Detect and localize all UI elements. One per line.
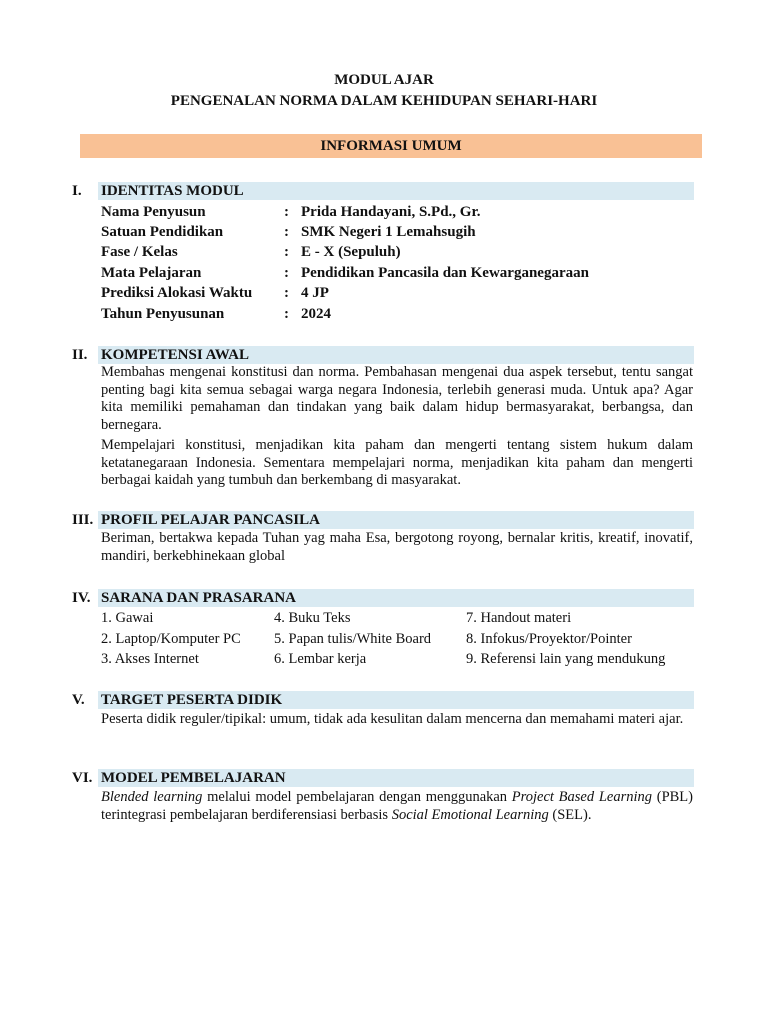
identity-label: Fase / Kelas	[101, 244, 178, 260]
section-number: IV.	[72, 590, 91, 606]
module-title: MODUL AJAR	[334, 72, 434, 88]
model-text: (SEL).	[548, 806, 592, 823]
sarana-item: 8. Infokus/Proyektor/Pointer	[466, 631, 632, 647]
sarana-item: 2. Laptop/Komputer PC	[101, 631, 241, 647]
module-subtitle: PENGENALAN NORMA DALAM KEHIDUPAN SEHARI-HARI	[170, 93, 598, 109]
section-profil-heading	[72, 511, 694, 529]
identity-value: 4 JP	[301, 285, 329, 301]
section-title: IDENTITAS MODUL	[101, 183, 244, 199]
target-paragraph: Peserta didik reguler/tipikal: umum, tidak ada kesulitan dalam mencerna dan memahami materi ajar.	[101, 711, 684, 727]
identity-value: E - X (Sepuluh)	[301, 244, 401, 260]
sarana-item: 9. Referensi lain yang mendukung	[466, 651, 666, 667]
section-number: III.	[72, 512, 94, 528]
sarana-item: 5. Papan tulis/White Board	[274, 631, 432, 647]
identity-value: SMK Negeri 1 Lemahsugih	[301, 224, 476, 240]
sarana-item: 7. Handout materi	[466, 610, 572, 626]
identity-label: Prediksi Alokasi Waktu	[101, 285, 253, 301]
section-number: I.	[72, 183, 82, 199]
sarana-item: 4. Buku Teks	[274, 610, 351, 626]
section-title: SARANA DAN PRASARANA	[101, 590, 297, 606]
sarana-item: 3. Akses Internet	[101, 651, 199, 667]
identity-separator: :	[284, 306, 289, 322]
section-title: TARGET PESERTA DIDIK	[101, 692, 283, 708]
identity-label: Tahun Penyusunan	[101, 306, 225, 322]
section-number: V.	[72, 692, 85, 708]
section-target-heading	[72, 691, 694, 709]
section-model-heading	[72, 769, 694, 787]
sarana-item: 6. Lembar kerja	[274, 651, 367, 667]
identity-value: Prida Handayani, S.Pd., Gr.	[301, 204, 481, 220]
identity-separator: :	[284, 204, 289, 220]
section-identitas-heading	[72, 182, 694, 200]
section-number: VI.	[72, 770, 93, 786]
identity-label: Mata Pelajaran	[101, 265, 202, 281]
kompetensi-paragraph-2: Mempelajari konstitusi, menjadikan kita paham dan mengerti tentang sistem hukum dalam ketatanegaraan Indonesia. Sementara mempelajari norma, menjadikan kita paham dan mengerti berbagai kaidah yang tumbuh dan berkembang di masyarakat.	[101, 437, 693, 488]
model-term-pbl: Project Based Learning	[511, 789, 653, 805]
section-sarana-heading	[72, 589, 694, 607]
identity-value: 2024	[301, 306, 331, 322]
identity-value: Pendidikan Pancasila dan Kewarganegaraan	[301, 265, 589, 281]
profil-paragraph: Beriman, bertakwa kepada Tuhan yag maha Esa, bergotong royong, bernalar kritis, kreatif, inovatif, mandiri, berkebhinekaan global	[101, 530, 693, 564]
section-number: II.	[72, 347, 88, 363]
model-text: (PBL) terintegrasi pembelajaran berdiferensiasi berbasis	[101, 789, 693, 823]
sarana-item: 1. Gawai	[101, 610, 154, 626]
info-banner: INFORMASI UMUM	[80, 134, 702, 158]
identity-separator: :	[284, 265, 289, 281]
model-text: melalui model pembelajaran dengan menggunakan	[202, 789, 512, 805]
section-title: PROFIL PELAJAR PANCASILA	[101, 512, 320, 528]
identity-separator: :	[284, 244, 289, 260]
identity-label: Satuan Pendidikan	[101, 224, 224, 240]
section-kompetensi-heading	[72, 346, 694, 364]
model-term-sel: Social Emotional Learning	[391, 806, 549, 823]
kompetensi-paragraph-1: Membahas mengenai konstitusi dan norma. Pembahasan mengenai dua aspek tersebut, tentu sangat penting bagi kita semua sebagai warga negara Indonesia, terlebih generasi muda. Untuk apa? Agar kita memiliki pemahaman dan tindakan yang baik dalam hidup bermasyarakat, berbangsa, dan bernegara.	[101, 364, 693, 433]
model-term-blended: Blended learning	[101, 789, 203, 805]
section-title: KOMPETENSI AWAL	[101, 347, 249, 363]
identity-label: Nama Penyusun	[101, 204, 206, 220]
identity-separator: :	[284, 224, 289, 240]
identity-separator: :	[284, 285, 289, 301]
section-title: MODEL PEMBELAJARAN	[101, 770, 286, 786]
model-paragraph	[101, 789, 693, 824]
